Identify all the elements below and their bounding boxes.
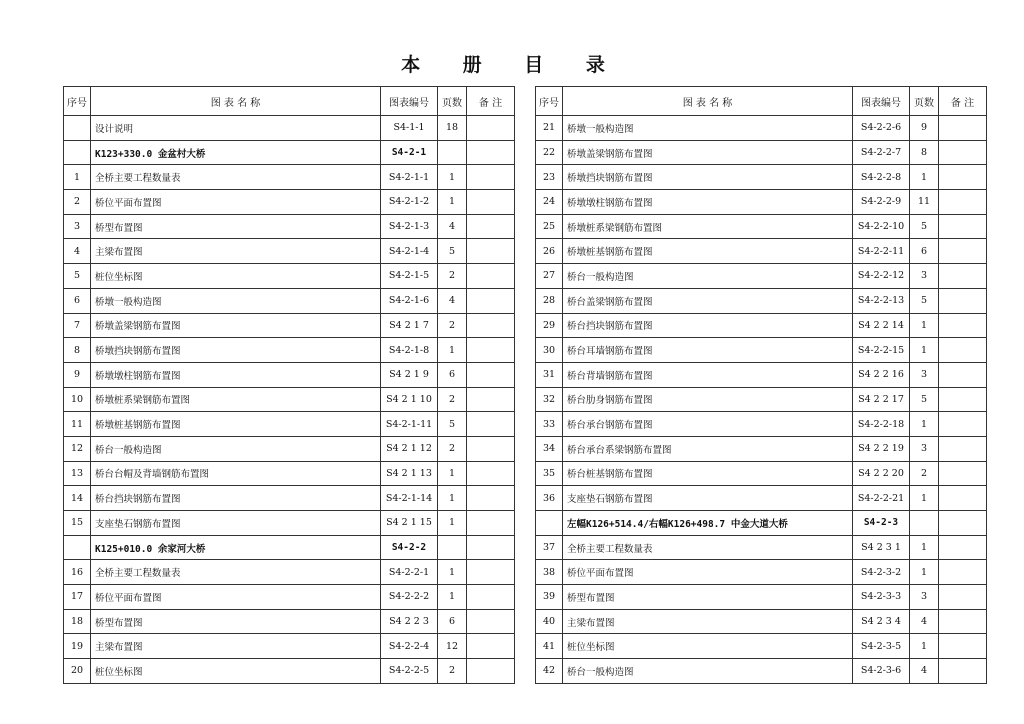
remark-cell	[939, 313, 987, 338]
row-number: 19	[64, 634, 91, 659]
table-row	[64, 190, 515, 215]
item-name: K123+330.0 金盆村大桥	[91, 140, 381, 165]
item-name: 桥型布置图	[91, 609, 381, 634]
row-number: 9	[64, 362, 91, 387]
item-name: 桥台桩基钢筋布置图	[563, 461, 853, 486]
drawing-code: S4-2-2-12	[853, 264, 910, 289]
table-row	[536, 214, 987, 239]
page-count: 3	[910, 585, 939, 610]
remark-cell	[939, 412, 987, 437]
header-name: 图 表 名 称	[563, 87, 853, 116]
page-count: 4	[438, 214, 467, 239]
item-name: 桥台一般构造图	[91, 436, 381, 461]
drawing-code: S4-2-1-4	[381, 239, 438, 264]
table-row	[536, 239, 987, 264]
page-count: 1	[910, 560, 939, 585]
remark-cell	[939, 362, 987, 387]
table-row	[64, 659, 515, 684]
page-count	[438, 535, 467, 560]
row-number: 1	[64, 165, 91, 190]
item-name: 桥台挡块钢筋布置图	[563, 313, 853, 338]
drawing-code: S4 2 2 14	[853, 313, 910, 338]
remark-cell	[467, 634, 515, 659]
page-count: 1	[910, 165, 939, 190]
table-header-row	[536, 87, 987, 116]
item-name: 桥墩桩系梁钢筋布置图	[563, 214, 853, 239]
item-name: 桥台一般构造图	[563, 264, 853, 289]
header-remark: 备 注	[939, 87, 987, 116]
page-count: 4	[910, 609, 939, 634]
table-row	[536, 288, 987, 313]
remark-cell	[467, 659, 515, 684]
drawing-code: S4-2-3	[853, 511, 910, 536]
table-row	[64, 511, 515, 536]
remark-cell	[939, 461, 987, 486]
table-row	[64, 214, 515, 239]
header-code: 图表编号	[853, 87, 910, 116]
table-row	[64, 461, 515, 486]
drawing-code: S4-2-3-6	[853, 659, 910, 684]
remark-cell	[939, 436, 987, 461]
page-title: 本 册 目 录	[401, 54, 623, 76]
table-row	[64, 585, 515, 610]
row-number: 30	[536, 338, 563, 363]
row-number: 29	[536, 313, 563, 338]
item-name: 桥墩挡块钢筋布置图	[91, 338, 381, 363]
table-row	[64, 313, 515, 338]
row-number: 8	[64, 338, 91, 363]
page-count: 1	[438, 511, 467, 536]
remark-cell	[467, 116, 515, 141]
drawing-code: S4-2-2-8	[853, 165, 910, 190]
remark-cell	[467, 140, 515, 165]
page-count: 1	[438, 190, 467, 215]
page-count: 18	[438, 116, 467, 141]
row-number: 39	[536, 585, 563, 610]
remark-cell	[939, 535, 987, 560]
table-row	[64, 436, 515, 461]
remark-cell	[467, 387, 515, 412]
row-number: 11	[64, 412, 91, 437]
table-row	[64, 288, 515, 313]
remark-cell	[939, 239, 987, 264]
table-row	[64, 239, 515, 264]
drawing-code: S4-2-2-13	[853, 288, 910, 313]
page-count: 1	[438, 486, 467, 511]
drawing-code: S4-2-1	[381, 140, 438, 165]
page-count: 2	[910, 461, 939, 486]
item-name: 桥位平面布置图	[563, 560, 853, 585]
table-row	[64, 560, 515, 585]
page-count: 2	[438, 436, 467, 461]
table-row	[64, 609, 515, 634]
drawing-code: S4-2-1-8	[381, 338, 438, 363]
drawing-code: S4 2 3 4	[853, 609, 910, 634]
item-name: 桥墩桩系梁钢筋布置图	[91, 387, 381, 412]
remark-cell	[467, 412, 515, 437]
table-row	[64, 634, 515, 659]
row-number: 38	[536, 560, 563, 585]
item-name: 全桥主要工程数量表	[91, 165, 381, 190]
item-name: 支座垫石钢筋布置图	[91, 511, 381, 536]
drawing-code: S4-2-2-4	[381, 634, 438, 659]
remark-cell	[939, 387, 987, 412]
row-number: 7	[64, 313, 91, 338]
page-count: 3	[910, 264, 939, 289]
header-no: 序号	[64, 87, 91, 116]
drawing-code: S4 2 1 7	[381, 313, 438, 338]
table-row	[536, 609, 987, 634]
drawing-code: S4-2-2-21	[853, 486, 910, 511]
page-count: 1	[438, 338, 467, 363]
page-count: 1	[438, 585, 467, 610]
page-count: 4	[438, 288, 467, 313]
drawing-code: S4-2-1-11	[381, 412, 438, 437]
item-name: 支座垫石钢筋布置图	[563, 486, 853, 511]
table-row	[536, 461, 987, 486]
item-name: 桥台承台钢筋布置图	[563, 412, 853, 437]
page-count: 2	[438, 387, 467, 412]
remark-cell	[939, 338, 987, 363]
row-number: 14	[64, 486, 91, 511]
remark-cell	[939, 264, 987, 289]
row-number: 40	[536, 609, 563, 634]
row-number: 22	[536, 140, 563, 165]
item-name: 桥型布置图	[563, 585, 853, 610]
table-row	[536, 190, 987, 215]
row-number: 34	[536, 436, 563, 461]
row-number: 15	[64, 511, 91, 536]
remark-cell	[467, 585, 515, 610]
drawing-code: S4 2 1 15	[381, 511, 438, 536]
drawing-code: S4-2-2-6	[853, 116, 910, 141]
remark-cell	[467, 511, 515, 536]
row-number: 6	[64, 288, 91, 313]
row-number: 10	[64, 387, 91, 412]
drawing-code: S4-2-2-2	[381, 585, 438, 610]
item-name: 桩位坐标图	[91, 659, 381, 684]
row-number: 41	[536, 634, 563, 659]
drawing-code: S4-2-2-11	[853, 239, 910, 264]
drawing-code: S4-2-2-18	[853, 412, 910, 437]
table-row	[536, 313, 987, 338]
header-no: 序号	[536, 87, 563, 116]
page-count: 1	[910, 486, 939, 511]
item-name: 桥台承台系梁钢筋布置图	[563, 436, 853, 461]
remark-cell	[467, 190, 515, 215]
row-number: 13	[64, 461, 91, 486]
drawing-code: S4 2 3 1	[853, 535, 910, 560]
item-name: 桥墩盖梁钢筋布置图	[91, 313, 381, 338]
drawing-code: S4 2 2 17	[853, 387, 910, 412]
remark-cell	[939, 165, 987, 190]
row-number	[64, 535, 91, 560]
drawing-code: S4-2-1-1	[381, 165, 438, 190]
item-name: 桥墩桩基钢筋布置图	[91, 412, 381, 437]
row-number: 37	[536, 535, 563, 560]
page-count: 4	[910, 659, 939, 684]
page-count: 1	[910, 535, 939, 560]
row-number: 16	[64, 560, 91, 585]
page-count: 5	[438, 412, 467, 437]
item-name: 主梁布置图	[563, 609, 853, 634]
item-name: 全桥主要工程数量表	[91, 560, 381, 585]
item-name: 桥墩一般构造图	[91, 288, 381, 313]
item-name: 桥墩挡块钢筋布置图	[563, 165, 853, 190]
page-count: 1	[910, 313, 939, 338]
drawing-code: S4-2-2-15	[853, 338, 910, 363]
page-count: 6	[910, 239, 939, 264]
remark-cell	[467, 288, 515, 313]
remark-cell	[939, 511, 987, 536]
page-count: 5	[438, 239, 467, 264]
table-row	[536, 436, 987, 461]
table-row	[536, 116, 987, 141]
drawing-code: S4-2-3-5	[853, 634, 910, 659]
page-count: 1	[910, 412, 939, 437]
item-name: 主梁布置图	[91, 634, 381, 659]
remark-cell	[467, 461, 515, 486]
page-count: 1	[910, 338, 939, 363]
row-number: 2	[64, 190, 91, 215]
page-count: 2	[438, 659, 467, 684]
item-name: 桥台背墙钢筋布置图	[563, 362, 853, 387]
row-number: 32	[536, 387, 563, 412]
drawing-code: S4 2 2 3	[381, 609, 438, 634]
drawing-code: S4-2-2-10	[853, 214, 910, 239]
table-row	[536, 585, 987, 610]
drawing-code: S4-2-2-5	[381, 659, 438, 684]
page-count: 9	[910, 116, 939, 141]
drawing-code: S4-2-1-5	[381, 264, 438, 289]
drawing-code: S4-1-1	[381, 116, 438, 141]
row-number: 20	[64, 659, 91, 684]
row-number: 23	[536, 165, 563, 190]
remark-cell	[939, 486, 987, 511]
remark-cell	[939, 560, 987, 585]
item-name: 桥墩盖梁钢筋布置图	[563, 140, 853, 165]
drawing-code: S4-2-2-9	[853, 190, 910, 215]
page-count: 5	[910, 288, 939, 313]
row-number: 25	[536, 214, 563, 239]
row-number: 26	[536, 239, 563, 264]
row-number	[64, 140, 91, 165]
header-remark: 备 注	[467, 87, 515, 116]
row-number: 28	[536, 288, 563, 313]
table-row	[64, 116, 515, 141]
table-row	[64, 387, 515, 412]
table-row	[64, 264, 515, 289]
remark-cell	[939, 634, 987, 659]
row-number: 31	[536, 362, 563, 387]
remark-cell	[467, 436, 515, 461]
page-count: 1	[438, 165, 467, 190]
drawing-code: S4-2-2-1	[381, 560, 438, 585]
table-row	[536, 362, 987, 387]
table-row	[536, 560, 987, 585]
page-count: 3	[910, 362, 939, 387]
page-count: 12	[438, 634, 467, 659]
page-count: 3	[910, 436, 939, 461]
row-number: 33	[536, 412, 563, 437]
remark-cell	[939, 190, 987, 215]
item-name: 桥台盖梁钢筋布置图	[563, 288, 853, 313]
row-number	[64, 116, 91, 141]
remark-cell	[467, 165, 515, 190]
remark-cell	[939, 140, 987, 165]
drawing-code: S4 2 1 13	[381, 461, 438, 486]
page-count: 8	[910, 140, 939, 165]
section-row	[536, 511, 987, 536]
table-row	[536, 338, 987, 363]
item-name: 桥型布置图	[91, 214, 381, 239]
row-number: 5	[64, 264, 91, 289]
table-row	[64, 486, 515, 511]
header-pages: 页数	[910, 87, 939, 116]
remark-cell	[467, 239, 515, 264]
item-name: 桥台肋身钢筋布置图	[563, 387, 853, 412]
row-number: 17	[64, 585, 91, 610]
section-row	[64, 535, 515, 560]
drawing-code: S4-2-3-3	[853, 585, 910, 610]
remark-cell	[467, 338, 515, 363]
item-name: 左幅K126+514.4/右幅K126+498.7 中金大道大桥	[563, 511, 853, 536]
row-number: 35	[536, 461, 563, 486]
table-row	[536, 140, 987, 165]
table-row	[536, 165, 987, 190]
table-row	[64, 362, 515, 387]
drawing-code: S4 2 2 16	[853, 362, 910, 387]
header-code: 图表编号	[381, 87, 438, 116]
item-name: 桥墩墩柱钢筋布置图	[91, 362, 381, 387]
page-count: 6	[438, 362, 467, 387]
remark-cell	[467, 264, 515, 289]
remark-cell	[939, 214, 987, 239]
table-row	[64, 412, 515, 437]
row-number: 42	[536, 659, 563, 684]
toc-table-left	[63, 86, 515, 684]
remark-cell	[467, 560, 515, 585]
table-row	[536, 412, 987, 437]
item-name: 桩位坐标图	[563, 634, 853, 659]
table-row	[536, 387, 987, 412]
item-name: 桥墩一般构造图	[563, 116, 853, 141]
header-name: 图 表 名 称	[91, 87, 381, 116]
table-header-row	[64, 87, 515, 116]
item-name: 桩位坐标图	[91, 264, 381, 289]
page-count	[438, 140, 467, 165]
page-count: 5	[910, 387, 939, 412]
drawing-code: S4 2 2 19	[853, 436, 910, 461]
row-number	[536, 511, 563, 536]
page-count	[910, 511, 939, 536]
item-name: 设计说明	[91, 116, 381, 141]
page-count: 11	[910, 190, 939, 215]
page-count: 1	[438, 560, 467, 585]
drawing-code: S4 2 1 10	[381, 387, 438, 412]
row-number: 27	[536, 264, 563, 289]
table-row	[536, 486, 987, 511]
remark-cell	[467, 535, 515, 560]
drawing-code: S4 2 1 9	[381, 362, 438, 387]
remark-cell	[467, 609, 515, 634]
toc-table-right	[535, 86, 987, 684]
remark-cell	[467, 214, 515, 239]
remark-cell	[939, 585, 987, 610]
page-count: 1	[910, 634, 939, 659]
remark-cell	[939, 116, 987, 141]
remark-cell	[939, 659, 987, 684]
page-count: 2	[438, 313, 467, 338]
table-row	[536, 264, 987, 289]
item-name: 桥位平面布置图	[91, 190, 381, 215]
row-number: 18	[64, 609, 91, 634]
drawing-code: S4-2-2	[381, 535, 438, 560]
remark-cell	[467, 313, 515, 338]
table-row	[64, 165, 515, 190]
header-pages: 页数	[438, 87, 467, 116]
item-name: 桥墩桩基钢筋布置图	[563, 239, 853, 264]
table-row	[536, 659, 987, 684]
remark-cell	[467, 486, 515, 511]
remark-cell	[467, 362, 515, 387]
row-number: 24	[536, 190, 563, 215]
drawing-code: S4-2-1-6	[381, 288, 438, 313]
page-count: 1	[438, 461, 467, 486]
row-number: 21	[536, 116, 563, 141]
drawing-code: S4-2-1-14	[381, 486, 438, 511]
item-name: 桥台一般构造图	[563, 659, 853, 684]
drawing-code: S4-2-1-3	[381, 214, 438, 239]
drawing-code: S4-2-1-2	[381, 190, 438, 215]
drawing-code: S4-2-3-2	[853, 560, 910, 585]
row-number: 12	[64, 436, 91, 461]
item-name: 桥墩墩柱钢筋布置图	[563, 190, 853, 215]
page-count: 2	[438, 264, 467, 289]
item-name: 桥台耳墙钢筋布置图	[563, 338, 853, 363]
remark-cell	[939, 288, 987, 313]
row-number: 3	[64, 214, 91, 239]
row-number: 4	[64, 239, 91, 264]
page-count: 5	[910, 214, 939, 239]
item-name: 主梁布置图	[91, 239, 381, 264]
item-name: 桥台台帽及背墙钢筋布置图	[91, 461, 381, 486]
table-row	[536, 634, 987, 659]
item-name: 桥台挡块钢筋布置图	[91, 486, 381, 511]
item-name: 桥位平面布置图	[91, 585, 381, 610]
drawing-code: S4 2 2 20	[853, 461, 910, 486]
remark-cell	[939, 609, 987, 634]
page-count: 6	[438, 609, 467, 634]
row-number: 36	[536, 486, 563, 511]
table-row	[536, 535, 987, 560]
table-row	[64, 338, 515, 363]
drawing-code: S4 2 1 12	[381, 436, 438, 461]
item-name: K125+010.0 余家河大桥	[91, 535, 381, 560]
drawing-code: S4-2-2-7	[853, 140, 910, 165]
section-row	[64, 140, 515, 165]
item-name: 全桥主要工程数量表	[563, 535, 853, 560]
